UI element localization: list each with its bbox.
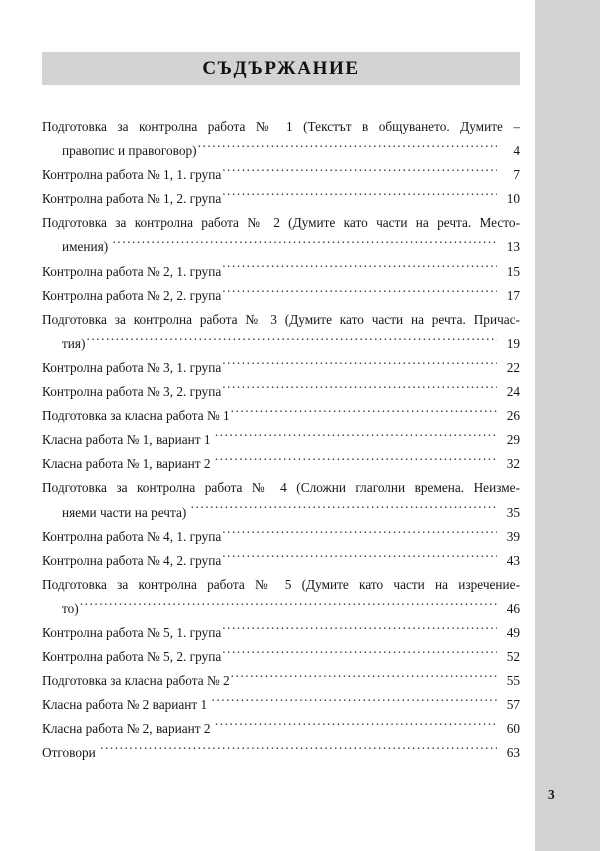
leader-dots (212, 696, 497, 709)
toc-entry-continuation-line (62, 597, 520, 621)
contents-title-bar (42, 52, 520, 85)
toc-entry-title: Контролна работа № 5, 1. група (42, 624, 222, 640)
toc-entry-continuation: няеми части на речта) (62, 504, 190, 520)
leader-dots (231, 672, 497, 685)
toc-entry-title: Контролна работа № 5, 2. група (42, 649, 222, 665)
leader-dots (222, 383, 497, 396)
toc-entry-title: Подготовка за контролна работа № 5 (Думите като части на изречение- (42, 576, 520, 592)
leader-dots (113, 238, 497, 251)
leader-dots (222, 648, 497, 661)
leader-dots (86, 335, 497, 348)
leader-dots (231, 407, 497, 420)
toc-entry-line (42, 621, 520, 645)
toc-entry-continuation-line (62, 235, 520, 259)
toc-entry-page-number: 22 (506, 359, 520, 375)
toc-entry-page-number: 19 (506, 335, 520, 351)
toc-entry-continuation: правопис и правоговор) (62, 143, 197, 159)
folio-page-number: 3 (548, 787, 555, 802)
toc-entry[interactable] (42, 308, 520, 356)
toc-entry-page-number: 63 (506, 745, 520, 761)
toc-entry[interactable] (42, 741, 520, 765)
toc-entry[interactable] (42, 115, 520, 163)
leader-dots (222, 527, 497, 540)
toc-entry[interactable] (42, 717, 520, 741)
toc-entry-title: Контролна работа № 1, 1. група (42, 167, 222, 183)
toc-entry-title: Отговори (42, 745, 100, 761)
leader-dots (222, 190, 497, 203)
toc-entry[interactable] (42, 452, 520, 476)
toc-entry-title: Контролна работа № 2, 1. група (42, 263, 222, 279)
toc-entry-line (42, 669, 520, 693)
toc-entry-continuation-line (62, 332, 520, 356)
toc-entry-page-number: 32 (506, 456, 520, 472)
toc-entry-title: Подготовка за класна работа № 1 (42, 408, 230, 424)
toc-entry-page-number: 24 (506, 384, 520, 400)
toc-entry-continuation-line (62, 501, 520, 525)
toc-entry-page-number: 26 (506, 408, 520, 424)
toc-entry-title: Подготовка за контролна работа № 2 (Думите като части на речта. Место- (42, 215, 520, 231)
toc-entry-title: Контролна работа № 3, 1. група (42, 359, 222, 375)
leader-dots (222, 551, 497, 564)
leader-dots (100, 744, 497, 757)
toc-entry-title: Контролна работа № 4, 1. група (42, 528, 222, 544)
leader-dots (222, 166, 497, 179)
toc-entry-title: Подготовка за контролна работа № 4 (Сложни глаголни времена. Неизме- (42, 480, 520, 496)
toc-entry[interactable] (42, 549, 520, 573)
toc-entry[interactable] (42, 525, 520, 549)
leader-dots (215, 455, 497, 468)
toc-entry-page-number: 35 (506, 504, 520, 520)
toc-entry-line (42, 260, 520, 284)
toc-entry[interactable] (42, 163, 520, 187)
leader-dots (222, 262, 497, 275)
toc-entry-line (42, 187, 520, 211)
leader-dots (215, 720, 497, 733)
toc-entry[interactable] (42, 573, 520, 621)
toc-entry[interactable] (42, 693, 520, 717)
leader-dots (215, 431, 497, 444)
toc-entry-page-number: 55 (506, 673, 520, 689)
toc-entry-title: Подготовка за контролна работа № 1 (Текстът в общуването. Думите – (42, 119, 520, 134)
toc-entry-continuation: то) (62, 600, 79, 616)
toc-entry-title: Класна работа № 1, вариант 2 (42, 456, 214, 472)
toc-entry-page-number: 7 (513, 167, 520, 183)
toc-entry-title: Контролна работа № 3, 2. група (42, 384, 222, 400)
toc-entry[interactable] (42, 428, 520, 452)
leader-dots (222, 286, 497, 299)
page-content-column (42, 0, 520, 766)
toc-entry-line (42, 645, 520, 669)
toc-entry-title: Класна работа № 2, вариант 2 (42, 721, 214, 737)
toc-entry[interactable] (42, 211, 520, 259)
toc-entry[interactable] (42, 669, 520, 693)
leader-dots (198, 142, 497, 155)
toc-entry-title: Контролна работа № 2, 2. група (42, 287, 222, 303)
toc-entry-line (42, 452, 520, 476)
toc-entry-page-number: 10 (506, 191, 520, 207)
toc-entry-page-number: 13 (506, 239, 520, 255)
toc-entry-title: Контролна работа № 1, 2. група (42, 191, 222, 207)
toc-entry-title: Подготовка за класна работа № 2 (42, 673, 230, 689)
leader-dots (80, 600, 497, 613)
toc-entry-line (42, 549, 520, 573)
toc-entry-line (42, 284, 520, 308)
toc-entry-page-number: 17 (506, 287, 520, 303)
toc-entry-line (42, 717, 520, 741)
toc-entry-title: Класна работа № 1, вариант 1 (42, 432, 214, 448)
toc-entry-continuation-line (62, 139, 520, 163)
table-of-contents (42, 115, 520, 766)
toc-entry-line (42, 741, 520, 765)
toc-entry-line (42, 404, 520, 428)
toc-entry[interactable] (42, 187, 520, 211)
toc-entry-page-number: 4 (513, 143, 520, 159)
toc-entry[interactable] (42, 380, 520, 404)
toc-entry[interactable] (42, 621, 520, 645)
toc-entry-page-number: 57 (506, 697, 520, 713)
leader-dots (222, 624, 497, 637)
toc-entry[interactable] (42, 645, 520, 669)
toc-entry-page-number: 29 (506, 432, 520, 448)
toc-entry-page-number: 52 (506, 649, 520, 665)
toc-entry[interactable] (42, 476, 520, 524)
toc-entry-page-number: 46 (506, 600, 520, 616)
toc-entry-page-number: 60 (506, 721, 520, 737)
toc-entry[interactable] (42, 284, 520, 308)
toc-entry-title: Контролна работа № 4, 2. група (42, 552, 222, 568)
leader-dots (191, 503, 497, 516)
toc-entry[interactable] (42, 404, 520, 428)
toc-entry-line (42, 380, 520, 404)
toc-entry-line (42, 163, 520, 187)
toc-entry[interactable] (42, 260, 520, 284)
toc-entry-line (42, 428, 520, 452)
leader-dots (222, 359, 497, 372)
toc-entry-page-number: 39 (506, 528, 520, 544)
toc-entry-line (42, 356, 520, 380)
toc-entry-continuation: тия) (62, 335, 86, 351)
toc-entry-title: Класна работа № 2 вариант 1 (42, 697, 211, 713)
toc-entry-line (42, 693, 520, 717)
toc-entry-page-number: 49 (506, 624, 520, 640)
toc-entry-page-number: 43 (506, 552, 520, 568)
toc-entry-page-number: 15 (506, 263, 520, 279)
toc-entry-line (42, 525, 520, 549)
toc-entry-continuation: имения) (62, 239, 112, 255)
page-title: СЪДЪРЖАНИЕ (202, 58, 360, 79)
toc-entry-title: Подготовка за контролна работа № 3 (Думите като части на речта. Причас- (42, 311, 520, 327)
toc-entry[interactable] (42, 356, 520, 380)
